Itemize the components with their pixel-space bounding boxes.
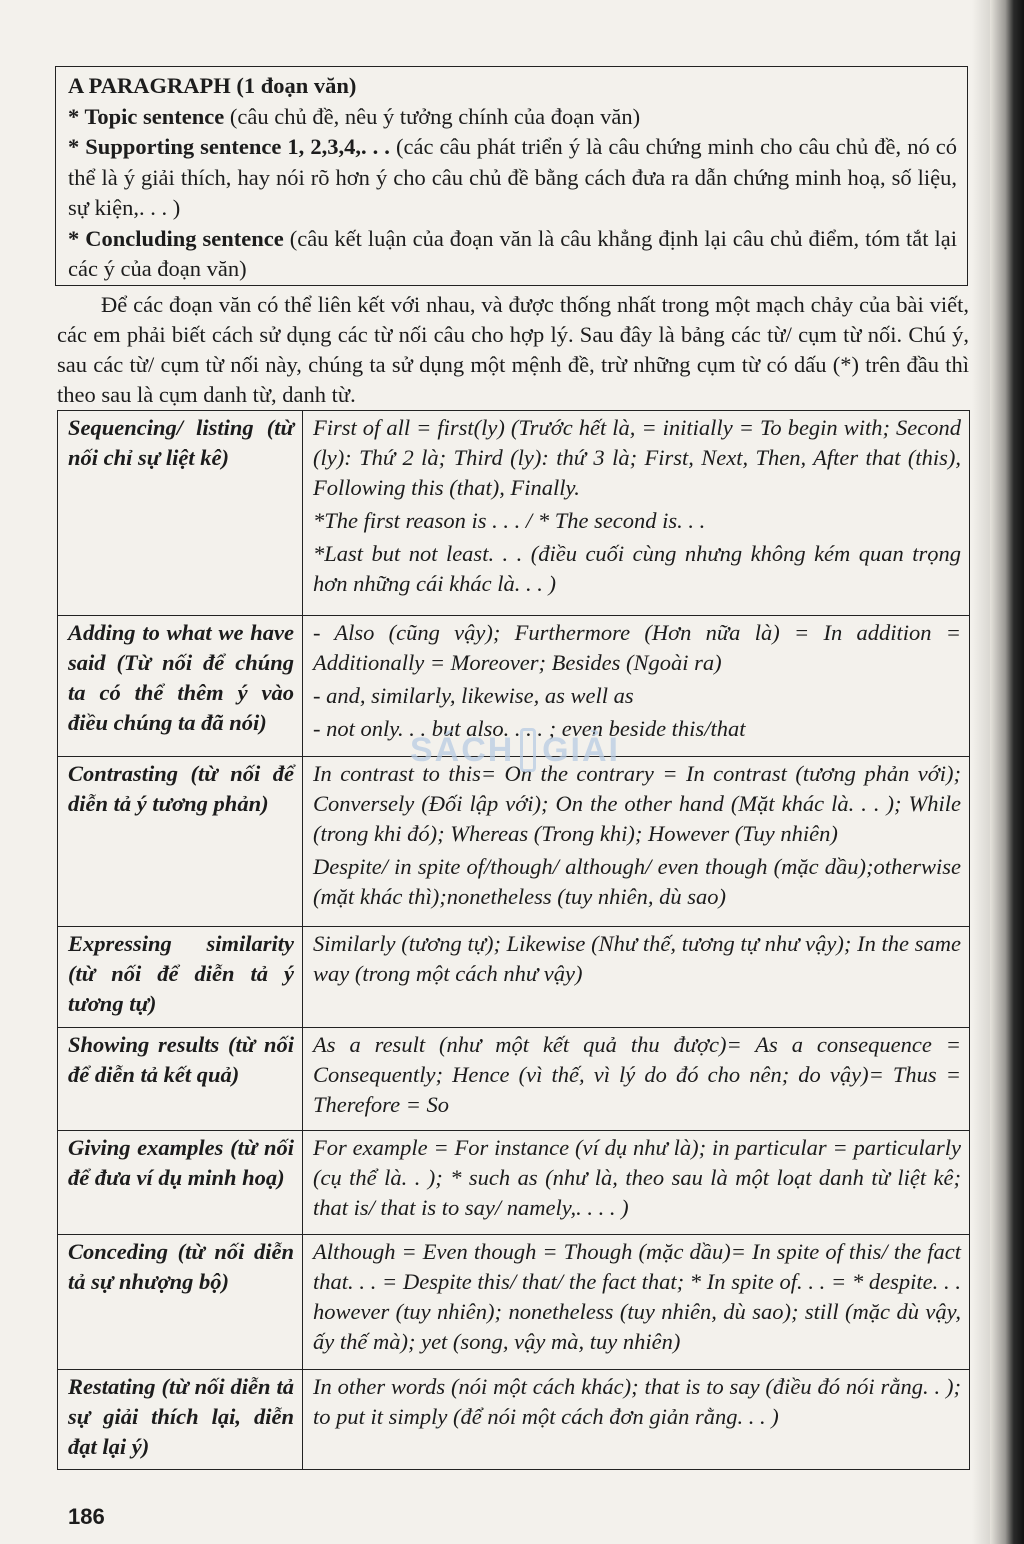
connector-items xyxy=(303,1234,970,1369)
connector-item: In contrast to this= On the contrary = In contrast (tương phản với); Conversely (Đối lập với); On the other hand (Mặt khác là. . . ); While (trong khi đó); Whereas (Trong khi); However (Tuy nhiên) xyxy=(313,761,961,847)
watermark-right-text: GIẢI xyxy=(542,730,620,769)
page-shadow xyxy=(972,0,990,1544)
connector-category: Expressing similarity (từ nối để diễn tả ý tương tự) xyxy=(58,927,303,1027)
topic-sentence-desc: (câu chủ đề, nêu ý tưởng chính của đoạn văn) xyxy=(224,103,641,129)
connectors-table xyxy=(57,410,970,1470)
connector-item: First of all = first(ly) (Trước hết là, = initially = To begin with; Second (ly): Thứ 2 là; Third (ly): thứ 3 là; First, Next, Then, After that (this), Following this (that), Finally. xyxy=(313,415,961,500)
connector-row xyxy=(58,927,970,1027)
connector-items xyxy=(303,757,970,927)
book-spine-edge xyxy=(990,0,1024,1544)
connector-item: In other words (nói một cách khác); that is to say (điều đó nói rằng. . ); to put it simply (để nói một cách đơn giản rằng. . . ) xyxy=(313,1373,961,1429)
connector-item: Despite/ in spite of/though/ although/ even though (mặc dầu);otherwise (mặt khác thì);nonetheless (tuy nhiên, dù sao) xyxy=(313,854,961,910)
supporting-sentence-term: * Supporting sentence 1, 2,3,4,. . . xyxy=(68,134,390,159)
concluding-sentence-line xyxy=(68,224,957,285)
connector-category: Sequencing/ listing (từ nối chỉ sự liệt kê) xyxy=(58,411,303,616)
paragraph-title: A PARAGRAPH (1 đoạn văn) xyxy=(68,73,357,98)
connector-row xyxy=(58,1369,970,1469)
connector-row xyxy=(58,1027,970,1130)
page-number: 186 xyxy=(68,1504,105,1529)
connector-items xyxy=(303,615,970,756)
topic-sentence-term: * Topic sentence xyxy=(68,103,225,129)
connector-item: *Last but not least. . . (điều cuối cùng nhưng không kém quan trọng hơn những cái khác là. . . ) xyxy=(313,541,961,596)
connector-item: Similarly (tương tự); Likewise (Như thế, tương tự như vậy); In the same way (trong một cách như vậy) xyxy=(313,931,961,987)
connector-category: Adding to what we have said (Từ nối để chúng ta có thể thêm ý vào điều chúng ta đã nói) xyxy=(58,615,303,756)
connector-item: As a result (như một kết quả thu được)= As a consequence = Consequently; Hence (vì thế, vì lý do đó cho nên; do vậy)= Thus = Therefore = So xyxy=(313,1031,961,1117)
connectors-table-body xyxy=(58,411,970,1470)
connector-category: Conceding (từ nối diễn tả sự nhượng bộ) xyxy=(58,1234,303,1369)
watermark-left-text: SÁCH xyxy=(410,730,515,769)
connector-items xyxy=(303,1027,970,1130)
connector-items xyxy=(303,927,970,1027)
connector-items xyxy=(303,1369,970,1469)
concluding-sentence-desc: (câu kết luận của đoạn văn là câu khẳng định lại câu chủ điểm, tóm tắt lại các ý của đoạn văn) xyxy=(68,225,958,281)
connector-items xyxy=(303,411,970,616)
connector-item: - not only. . . but also. . . . ; even beside this/that xyxy=(313,715,746,741)
connector-category: Restating (từ nối diễn tả sự giải thích lại, diễn đạt lại ý) xyxy=(58,1369,303,1469)
intro-paragraph xyxy=(57,290,969,410)
connector-row xyxy=(58,757,970,927)
supporting-sentence-desc: (các câu phát triển ý là câu chứng minh cho câu chủ đề, nó có thể là ý giải thích, hay nói rõ hơn ý cho câu chủ đề bằng cách đưa ra dẫn chứng minh hoạ, số liệu, sự kiện,. . . ) xyxy=(68,134,957,220)
connector-category: Showing results (từ nối để diễn tả kết quả) xyxy=(58,1027,303,1130)
connector-item: For example = For instance (ví dụ như là); in particular = particularly (cụ thể là. . ); * such as (như là, theo sau là một loạt danh từ liệt kê; that is/ that is to say/ namely,. . . . ) xyxy=(313,1135,961,1221)
connector-category: Giving examples (từ nối để đưa ví dụ minh hoạ) xyxy=(58,1131,303,1234)
intro-text: Để các đoạn văn có thể liên kết với nhau, và được thống nhất trong một mạch chảy của bài viết, các em phải biết cách sử dụng các từ nối câu cho hợp lý. Sau đây là bảng các từ/ cụm từ nối. Chú ý, sau các từ/ cụm từ nối này, chúng ta sử dụng một mệnh đề, trừ những cụm từ có dấu (*) trên đầu thì theo sau là cụm danh từ, danh từ. xyxy=(57,292,969,407)
connector-item: - and, similarly, likewise, as well as xyxy=(313,682,634,708)
connector-item: - Also (cũng vậy); Furthermore (Hơn nữa là) = In addition = Additionally = Moreover; Besides (Ngoài ra) xyxy=(313,619,961,675)
paragraph-definition-box xyxy=(55,66,968,286)
connector-row xyxy=(58,615,970,756)
connector-category: Contrasting (từ nối để diễn tả ý tương phản) xyxy=(58,757,303,927)
supporting-sentence-line xyxy=(68,132,957,224)
connector-row xyxy=(58,1234,970,1369)
connector-item: *The first reason is . . . / * The second is. . . xyxy=(313,508,706,533)
concluding-sentence-term: * Concluding sentence xyxy=(68,225,284,251)
connector-row xyxy=(58,1131,970,1234)
connector-row xyxy=(58,411,970,616)
topic-sentence-line xyxy=(68,102,957,133)
connector-item: Although = Even though = Though (mặc dầu)= In spite of this/ the fact that. . . = Despite this/ that/ the fact that; * In spite of. . . = * despite. . . however (tuy nhiên); nonetheless (tuy nhiên, dù sao); still (mặc dù vậy, ấy thế mà); yet (song, vậy mà, tuy nhiên) xyxy=(313,1238,961,1354)
connector-items xyxy=(303,1131,970,1234)
